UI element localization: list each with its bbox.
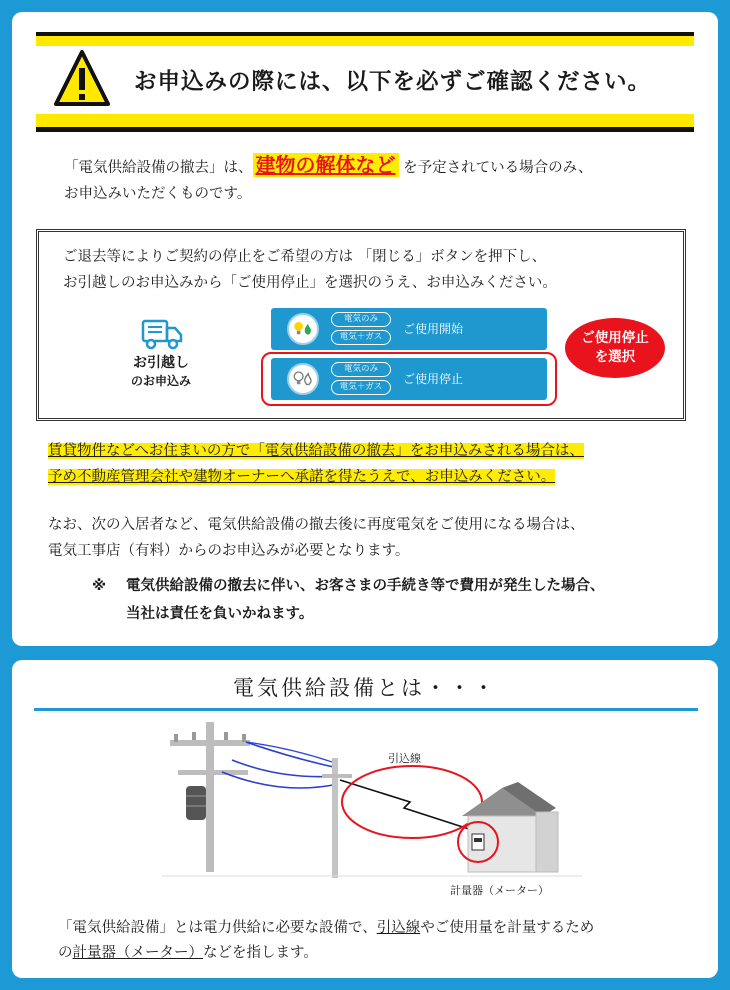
intro-line2: お申込みいただくものです。 [64,186,252,202]
rental-line1: 賃貸物件などへお住まいの方で「電気供給設備の撤去」をお申込みされる場合は、 [48,443,584,459]
moving-label-1: お引越し [133,355,189,371]
title-divider [34,708,698,711]
disclaimer-line2: 当社は責任を負いかねます。 [126,606,314,622]
bulb-flame-icon [287,313,319,345]
def-text-c: の [58,945,73,961]
callout-line2: を選択 [594,349,636,365]
notice-line2: お引越しのお申込みから「ご使用停止」を選択のうえ、お申込みください。 [63,275,557,291]
warning-title: お申込みの際には、以下を必ずご確認ください。 [134,69,652,95]
def-text-b: やご使用量を計量するため [420,920,595,936]
select-stop-callout [565,318,665,378]
warning-bar-bottom [36,114,694,132]
meter-label: 計量器（メーター） [450,884,549,897]
confirmation-panel [12,12,718,646]
service-line [340,780,472,830]
callout-line1: ご使用停止 [581,330,649,346]
notice-text [63,244,673,296]
intro-post: を予定されている場合のみ、 [398,160,593,176]
moving-truck-icon [141,318,183,350]
intro-paragraph [64,152,694,207]
note-mark: ※ [92,578,107,594]
def-link-service-line: 引込線 [376,920,421,936]
warning-triangle-icon [54,50,110,108]
moving-label-2: のお申込み [130,374,191,388]
electricity-gas-pill: 電気＋ガス [331,380,391,395]
disclaimer-line1: 電気供給設備の撤去に伴い、お客さまの手続き等で費用が発生した場合、 [126,578,605,594]
rental-line2: 予め不動産管理会社や建物オーナーへ承諾を得たうえで、お申込みください。 [48,469,556,485]
start-service-button[interactable] [271,308,547,350]
electricity-only-pill: 電気のみ [331,362,391,377]
remark-line1: なお、次の入居者など、電気供給設備の撤去後に再度電気をご使用になる場合は、 [48,517,585,533]
remark-paragraph [48,512,708,564]
remark-line2: 電気工事店（有料）からのお申込みが必要となります。 [48,543,410,559]
start-service-label: ご使用開始 [403,322,464,336]
definition-panel [12,660,718,978]
electricity-gas-pill: 電気＋ガス [331,330,391,345]
stop-service-label: ご使用停止 [403,372,464,386]
intro-pre: 「電気供給設備の撤去」は、 [64,160,253,176]
definition-title: 電気供給設備とは・・・ [233,676,497,700]
notice-box [36,229,686,421]
stop-service-highlight [261,352,557,406]
warning-header [36,32,694,132]
electricity-only-pill: 電気のみ [331,312,391,327]
notice-line1: ご退去等によりご契約の停止をご希望の方は 「閉じる」ボタンを押下し、 [63,249,547,265]
def-text-d: などを指します。 [203,945,318,961]
warning-bar-top [36,32,694,46]
moving-label [109,354,213,390]
service-line-label: 引込線 [388,752,421,765]
def-text-a: 「電気供給設備」とは電力供給に必要な設備で、 [58,920,377,936]
transformer [186,786,206,820]
service-line-highlight [342,766,482,838]
rental-notice [48,438,708,490]
definition-text [58,916,698,966]
def-link-meter: 計量器（メーター） [72,945,203,961]
intro-highlight: 建物の解体など [253,153,399,177]
